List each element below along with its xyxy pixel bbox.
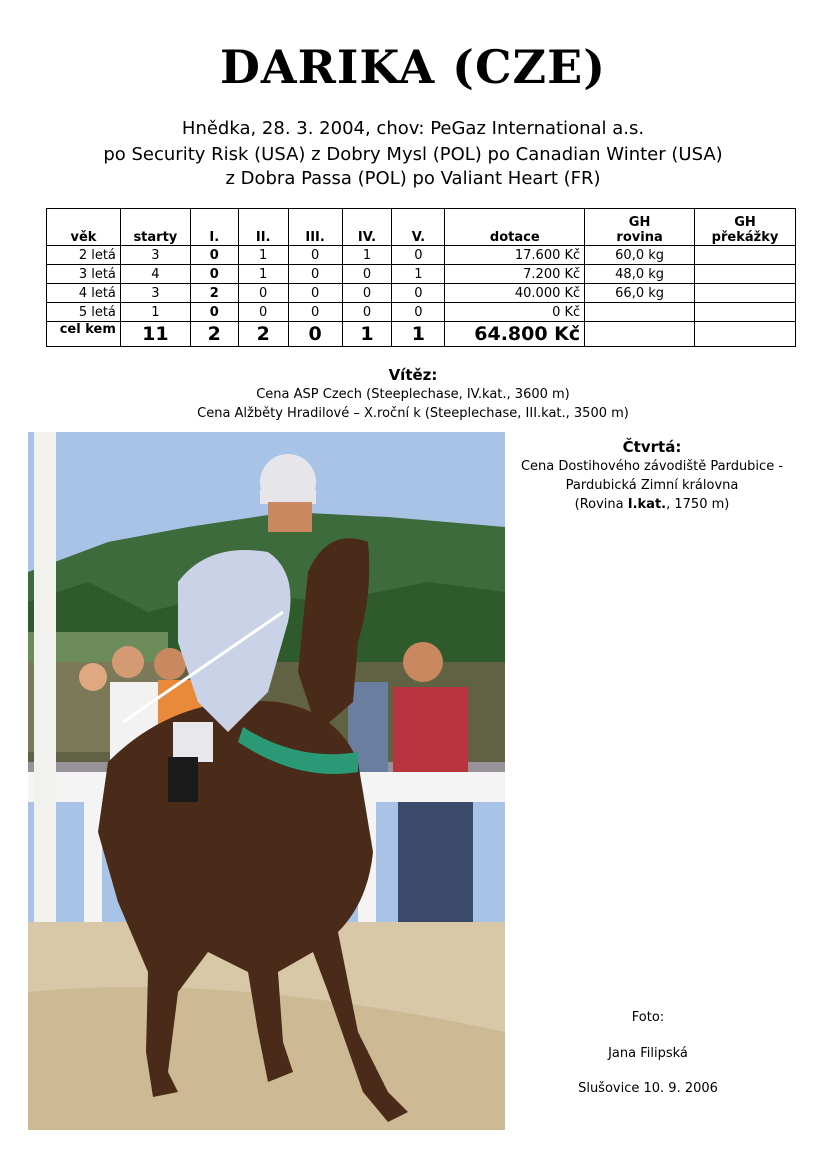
cell-third: 0: [288, 303, 342, 322]
cell-first: 0: [190, 265, 238, 284]
subtitle-line-3: z Dobra Passa (POL) po Valiant Heart (FR): [225, 168, 601, 189]
cell-fourth: 0: [342, 265, 392, 284]
cell-fifth: 0: [392, 284, 445, 303]
header-first: I.: [190, 209, 238, 246]
header-gh-flat-line1: GH: [628, 215, 651, 230]
winner-race-1: Cena ASP Czech (Steeplechase, IV.kat., 3600 m): [256, 387, 570, 402]
subtitle-line-2: po Security Risk (USA) z Dobry Mysl (POL) po Canadian Winter (USA): [103, 144, 723, 165]
cell-age: 4 letá: [47, 284, 121, 303]
header-third: III.: [288, 209, 342, 246]
photo-credit-label: Foto:: [631, 1010, 665, 1025]
header-gh-flat-line2: rovina: [616, 230, 663, 245]
cell-total-first: 2: [190, 322, 238, 347]
cell-starts: 4: [120, 265, 190, 284]
cell-fifth: 1: [392, 265, 445, 284]
table-row: [47, 303, 796, 322]
cell-total-third: 0: [288, 322, 342, 347]
cell-gh-flat: 60,0 kg: [585, 246, 695, 265]
cell-age: 3 letá: [47, 265, 121, 284]
cell-gh-flat: 48,0 kg: [585, 265, 695, 284]
fourth-race-line-3a: (Rovina: [574, 497, 628, 512]
winner-section: [0, 366, 826, 423]
table-header-row: [47, 209, 796, 246]
cell-third: 0: [288, 265, 342, 284]
table-row: [47, 246, 796, 265]
race-photo: [28, 432, 505, 1130]
header-gh-jump-line2: překážky: [711, 230, 779, 245]
cell-fourth: 0: [342, 284, 392, 303]
table-total-row: [47, 322, 796, 347]
cell-starts: 1: [120, 303, 190, 322]
winner-race-2: Cena Alžběty Hradilové – X.roční k (Steeplechase, III.kat., 3500 m): [197, 406, 629, 421]
race-record-table: [46, 208, 796, 347]
cell-fifth: 0: [392, 303, 445, 322]
photo-credit-name: Jana Filipská: [608, 1046, 688, 1061]
header-fourth: IV.: [342, 209, 392, 246]
table-row: [47, 265, 796, 284]
cell-second: 0: [238, 284, 288, 303]
cell-fourth: 0: [342, 303, 392, 322]
fourth-race-category: I.kat.: [627, 497, 667, 512]
header-second: II.: [238, 209, 288, 246]
header-gh-flat: [585, 209, 695, 246]
cell-total-starts: 11: [120, 322, 190, 347]
cell-gh-jump: [695, 246, 796, 265]
header-age: věk: [47, 209, 121, 246]
cell-total-gh-flat: [585, 322, 695, 347]
cell-age: 2 letá: [47, 246, 121, 265]
header-money: dotace: [445, 209, 585, 246]
fourth-heading: Čtvrtá:: [622, 438, 682, 456]
subtitle-line-1: Hnědka, 28. 3. 2004, chov: PeGaz International a.s.: [181, 118, 645, 139]
cell-second: 1: [238, 246, 288, 265]
cell-starts: 3: [120, 284, 190, 303]
cell-second: 0: [238, 303, 288, 322]
cell-fourth: 1: [342, 246, 392, 265]
header-fifth: V.: [392, 209, 445, 246]
cell-first: 2: [190, 284, 238, 303]
cell-money: 40.000 Kč: [445, 284, 585, 303]
fourth-race-line-3: [508, 495, 796, 514]
cell-total-fifth: 1: [392, 322, 445, 347]
cell-gh-jump: [695, 303, 796, 322]
fourth-race-line-2: Pardubická Zimní královna: [565, 478, 739, 493]
cell-total-second: 2: [238, 322, 288, 347]
header-starts: starty: [120, 209, 190, 246]
cell-second: 1: [238, 265, 288, 284]
cell-total-fourth: 1: [342, 322, 392, 347]
cell-first: 0: [190, 303, 238, 322]
fourth-race-line-1: Cena Dostihového závodiště Pardubice -: [520, 459, 784, 474]
cell-third: 0: [288, 284, 342, 303]
header-gh-jump: [695, 209, 796, 246]
cell-age: 5 letá: [47, 303, 121, 322]
fourth-place-section: [508, 438, 796, 514]
fourth-race-line-3c: , 1750 m): [666, 497, 730, 512]
cell-money: 7.200 Kč: [445, 265, 585, 284]
cell-third: 0: [288, 246, 342, 265]
header-gh-jump-line1: GH: [734, 215, 756, 230]
cell-gh-flat: 66,0 kg: [585, 284, 695, 303]
photo-place-date: Slušovice 10. 9. 2006: [578, 1081, 718, 1096]
winner-heading: Vítěz:: [388, 366, 438, 384]
cell-money: 17.600 Kč: [445, 246, 585, 265]
cell-total-gh-jump: [695, 322, 796, 347]
table-row: [47, 284, 796, 303]
cell-starts: 3: [120, 246, 190, 265]
cell-total-label: cel kem: [47, 322, 121, 347]
cell-gh-jump: [695, 284, 796, 303]
cell-first: 0: [190, 246, 238, 265]
cell-money: 0 Kč: [445, 303, 585, 322]
cell-gh-flat: [585, 303, 695, 322]
cell-gh-jump: [695, 265, 796, 284]
cell-total-money: 64.800 Kč: [445, 322, 585, 347]
horse-name-title: DARIKA (CZE): [220, 40, 606, 94]
cell-fifth: 0: [392, 246, 445, 265]
